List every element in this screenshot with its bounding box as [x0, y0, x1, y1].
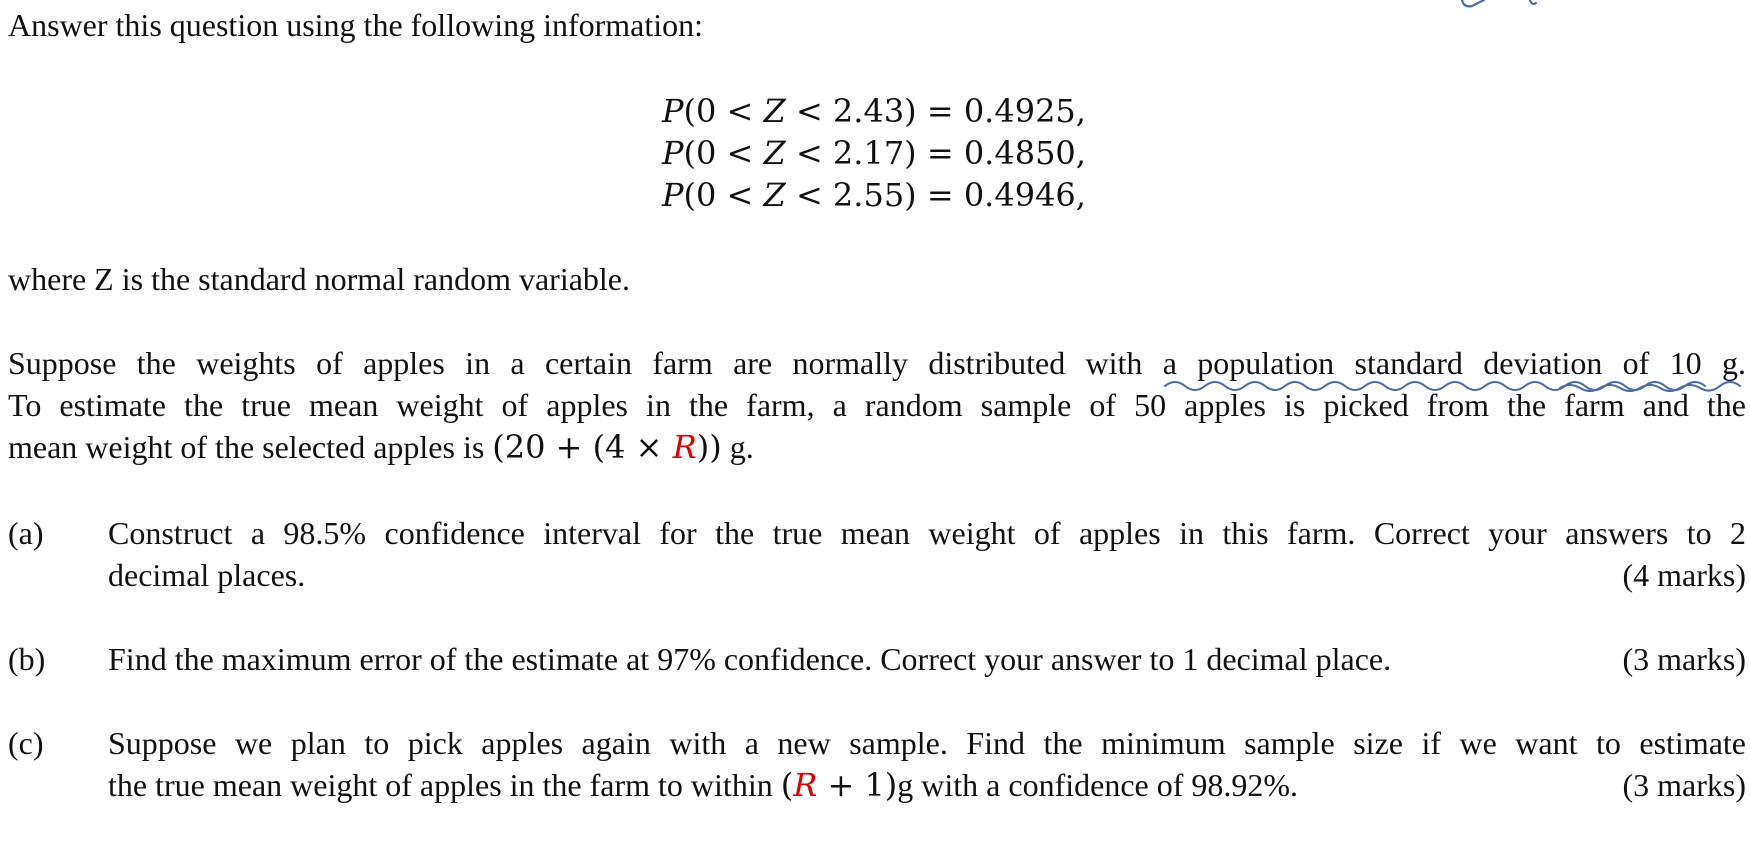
formula-line: P(0 < Z < 2.17) = 0.4850, — [662, 134, 1086, 172]
handwriting-mark-top-right — [1462, 0, 1536, 6]
question-label: (b) — [8, 641, 46, 677]
question-body — [108, 512, 1746, 596]
question-line: Find the maximum error of the estimate at 97% confidence. Correct your answer to 1 decimal place. — [108, 641, 1392, 677]
formula-line: P(0 < Z < 2.43) = 0.4925, — [662, 92, 1086, 130]
where-text: where Z is the standard normal random variable. — [8, 261, 630, 297]
question-label: (c) — [8, 725, 44, 761]
question-a — [8, 512, 1746, 602]
problem-paragraph — [8, 342, 1746, 468]
paragraph-line-2: To estimate the true mean weight of apples in the farm, a random sample of 50 apples is picked from the farm and the — [8, 387, 1746, 423]
paragraph-line-3: mean weight of the selected apples is (20 + (4 × R)) g. — [8, 428, 754, 466]
question-body — [108, 722, 1746, 806]
question-body — [108, 638, 1746, 680]
question-line: decimal places. — [108, 557, 306, 593]
question-label: (a) — [8, 515, 44, 551]
variable-r: R — [793, 766, 818, 804]
question-b — [8, 638, 1746, 683]
marks-label: (4 marks) — [1622, 557, 1746, 593]
question-line: Construct a 98.5% confidence interval for the true mean weight of apples in this farm. Correct your answers to 2 — [108, 515, 1746, 551]
question-line: the true mean weight of apples in the farm to within (R + 1)g with a confidence of 98.92%. — [108, 766, 1299, 804]
question-line: Suppose we plan to pick apples again with a new sample. Find the minimum sample size if we want to estimate — [108, 725, 1746, 761]
question-c — [8, 722, 1746, 812]
probability-formulas — [662, 90, 1086, 216]
paragraph-line-1: Suppose the weights of apples in a certain farm are normally distributed with a population standard deviation of 10 g. — [8, 345, 1746, 381]
formula-line: P(0 < Z < 2.55) = 0.4946, — [662, 176, 1086, 214]
marks-label: (3 marks) — [1622, 641, 1746, 677]
variable-r: R — [672, 428, 697, 466]
intro-text: Answer this question using the following information: — [8, 7, 704, 43]
marks-label: (3 marks) — [1622, 767, 1746, 803]
